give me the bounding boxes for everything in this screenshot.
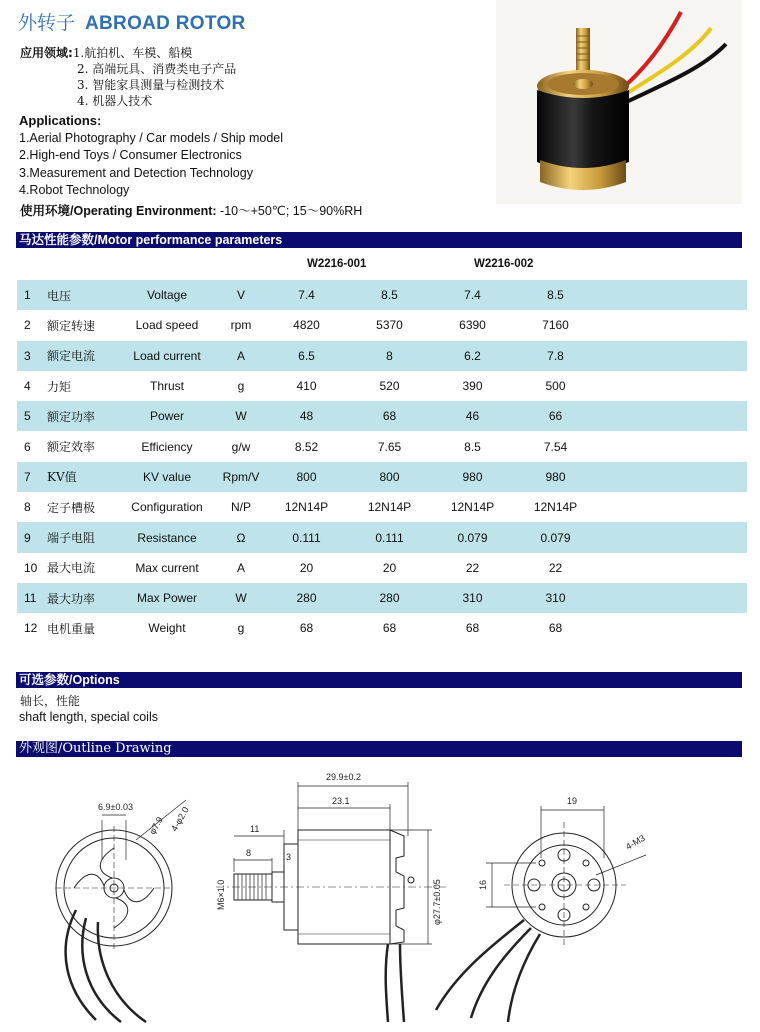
front-view [56, 800, 186, 1022]
param-name-cn: KV值 [39, 462, 117, 492]
motor-photo [496, 0, 742, 204]
param-value: 8.5 [514, 280, 597, 310]
row-number: 3 [17, 341, 39, 371]
dim-diameter: φ27.7±0.05 [432, 879, 442, 925]
applications-en-heading: Applications: [19, 113, 102, 128]
param-name-cn: 最大电流 [47, 561, 96, 576]
title-cn: 外转子 [18, 12, 76, 34]
outline-section-title: 外观图/Outline Drawing [16, 741, 742, 757]
param-unit: A [236, 560, 245, 575]
table-row [17, 553, 747, 583]
row-number: 7 [17, 462, 39, 492]
environment-value: -10～+50℃; 15～90%RH [220, 204, 363, 218]
param-value: 5370 [376, 318, 403, 333]
dim-flange: 3 [286, 852, 292, 862]
param-value: 68 [548, 621, 563, 636]
table-row [17, 462, 747, 492]
param-name-cn: 额定转速 [47, 318, 96, 333]
row-number: 9 [17, 522, 39, 552]
param-name-cn: 电机重量 [47, 621, 96, 636]
environment-label: 使用环境/Operating Environment: [20, 204, 217, 218]
table-row [17, 341, 747, 371]
param-value: 980 [431, 462, 514, 492]
table-row [17, 371, 747, 401]
param-unit: g/w [231, 439, 251, 454]
page-title [18, 8, 246, 34]
param-value: 0.111 [265, 522, 348, 552]
param-value: 7160 [542, 318, 569, 333]
table-row [17, 583, 747, 613]
param-value: 310 [431, 583, 514, 613]
param-value: 280 [348, 583, 431, 613]
table-cell-empty [597, 553, 747, 583]
table-row [17, 613, 747, 643]
motor-photo-illustration [496, 0, 742, 204]
param-unit: Ω [217, 522, 265, 552]
applications-cn-item: 2. 高端玩具、消费类电子产品 [77, 62, 237, 76]
dim-base-height: 16 [478, 879, 488, 890]
param-name-en: Max Power [117, 583, 217, 613]
dim-thread-length: 8 [246, 848, 252, 858]
applications-cn-item: 4. 机器人技术 [77, 94, 153, 108]
param-value: 500 [545, 379, 566, 394]
performance-section-title: 马达性能参数/Motor performance parameters [16, 232, 742, 248]
param-value: 12N14P [367, 500, 412, 515]
param-value: 6.5 [265, 341, 348, 371]
applications-cn [20, 45, 236, 109]
param-unit: N/P [230, 500, 251, 515]
param-value: 410 [296, 379, 317, 394]
param-name-en: Efficiency [141, 439, 193, 454]
param-value: 20 [382, 560, 397, 575]
dim-shaft-length: 11 [250, 824, 260, 834]
param-name-cn: 最大功率 [39, 583, 117, 613]
param-value: 6.2 [431, 341, 514, 371]
param-unit: Rpm/V [217, 462, 265, 492]
table-row [17, 431, 747, 461]
model-header-2: W2216-002 [474, 258, 534, 270]
param-name-cn: 定子槽极 [47, 500, 96, 515]
applications-en-item: 2.High-end Toys / Consumer Electronics [19, 148, 242, 162]
param-value: 280 [265, 583, 348, 613]
param-value: 68 [299, 621, 314, 636]
table-cell-empty [597, 492, 747, 522]
param-name-en: Configuration [131, 500, 203, 515]
param-value: 8.5 [348, 280, 431, 310]
applications-cn-label: 应用领域: [20, 46, 73, 60]
param-name-en: Load speed [135, 318, 199, 333]
param-value: 7.8 [514, 341, 597, 371]
model-header-1: W2216-001 [307, 258, 367, 270]
param-value: 7.4 [431, 280, 514, 310]
row-number: 5 [17, 401, 39, 431]
operating-environment [20, 201, 362, 219]
row-number: 12 [24, 621, 38, 636]
param-value: 390 [462, 379, 483, 394]
param-name-cn: 额定电流 [39, 341, 117, 371]
options-section-title: 可选参数/Options [16, 672, 742, 688]
applications-en-item: 3.Measurement and Detection Technology [19, 165, 253, 180]
param-value: 66 [514, 401, 597, 431]
param-name-en: Load current [117, 341, 217, 371]
applications-en-item: 1.Aerial Photography / Car models / Ship model [19, 130, 284, 145]
param-value: 8.52 [294, 439, 319, 454]
options-cn: 轴长，性能 [20, 694, 81, 708]
applications-en-item: 4.Robot Technology [19, 183, 130, 197]
outline-drawing [16, 760, 746, 1032]
table-cell-empty [597, 310, 747, 340]
row-number: 10 [24, 560, 38, 575]
title-en: ABROAD ROTOR [85, 13, 246, 34]
param-value: 12N14P [533, 500, 578, 515]
performance-table [17, 280, 747, 644]
table-cell-empty [597, 431, 747, 461]
table-cell-empty [597, 462, 747, 492]
dim-hole-pos: 6.9±0.03 [98, 802, 133, 812]
param-name-en: Weight [148, 621, 186, 636]
param-name-en: Resistance [117, 522, 217, 552]
param-value: 46 [431, 401, 514, 431]
param-value: 6390 [459, 318, 486, 333]
table-row [17, 310, 747, 340]
param-value: 310 [514, 583, 597, 613]
table-cell-empty [597, 371, 747, 401]
param-value: 68 [382, 621, 397, 636]
param-value: 7.54 [543, 439, 568, 454]
dim-body-length: 23.1 [332, 796, 350, 806]
applications-cn-item: 3. 智能家具测量与检测技术 [77, 78, 225, 92]
param-value: 68 [348, 401, 431, 431]
param-value: 4820 [293, 318, 320, 333]
row-number: 8 [24, 500, 31, 515]
table-cell-empty [597, 583, 747, 613]
param-value: 7.65 [377, 439, 402, 454]
param-value: 520 [379, 379, 400, 394]
param-unit: A [217, 341, 265, 371]
param-name-cn: 端子电阻 [39, 522, 117, 552]
table-cell-empty [597, 613, 747, 643]
param-value: 22 [548, 560, 563, 575]
applications-cn-item: 1.航拍机、车模、船模 [72, 46, 193, 60]
row-number: 4 [24, 379, 31, 394]
side-view [216, 782, 446, 1022]
dim-bolt-circle: φ7.9 [147, 815, 165, 836]
param-unit: rpm [230, 318, 252, 333]
options-en: shaft length, special coils [19, 710, 158, 724]
table-row [17, 492, 747, 522]
param-unit: V [217, 280, 265, 310]
table-cell-empty [597, 280, 747, 310]
dim-hole-note: 4-φ2.0 [169, 805, 191, 833]
table-cell-empty [597, 341, 747, 371]
dim-screws: 4-M3 [624, 832, 647, 852]
param-value: 8.5 [464, 439, 481, 454]
param-value: 0.079 [514, 522, 597, 552]
row-number: 1 [17, 280, 39, 310]
param-value: 20 [299, 560, 314, 575]
param-value: 8 [348, 341, 431, 371]
param-value: 12N14P [284, 500, 329, 515]
param-name-en: KV value [117, 462, 217, 492]
row-number: 6 [24, 439, 31, 454]
param-value: 800 [348, 462, 431, 492]
dim-thread: M6×1.0 [216, 879, 226, 910]
param-name-en: Max current [135, 560, 199, 575]
table-cell-empty [597, 522, 747, 552]
param-value: 12N14P [450, 500, 495, 515]
param-unit: g [237, 621, 245, 636]
param-name-cn: 电压 [39, 280, 117, 310]
param-name-en: Power [117, 401, 217, 431]
param-name-cn: 额定功率 [39, 401, 117, 431]
row-number: 2 [24, 318, 31, 333]
param-value: 800 [265, 462, 348, 492]
table-row [17, 280, 747, 310]
table-row [17, 522, 747, 552]
param-name-en: Thrust [149, 379, 184, 394]
param-name-en: Voltage [117, 280, 217, 310]
param-name-cn: 力矩 [47, 379, 72, 394]
param-value: 48 [265, 401, 348, 431]
table-row [17, 401, 747, 431]
param-value: 7.4 [265, 280, 348, 310]
param-unit: g [237, 379, 245, 394]
param-unit: W [217, 401, 265, 431]
param-unit: W [217, 583, 265, 613]
dim-overall-length: 29.9±0.2 [326, 772, 361, 782]
rear-view [436, 806, 646, 1022]
param-value: 0.079 [431, 522, 514, 552]
param-value: 68 [465, 621, 480, 636]
param-name-cn: 额定效率 [47, 440, 96, 455]
applications-en [19, 112, 283, 200]
table-cell-empty [597, 401, 747, 431]
param-value: 980 [514, 462, 597, 492]
dim-base-width: 19 [567, 796, 578, 806]
row-number: 11 [17, 583, 39, 613]
param-value: 0.111 [348, 522, 431, 552]
param-value: 22 [465, 560, 480, 575]
